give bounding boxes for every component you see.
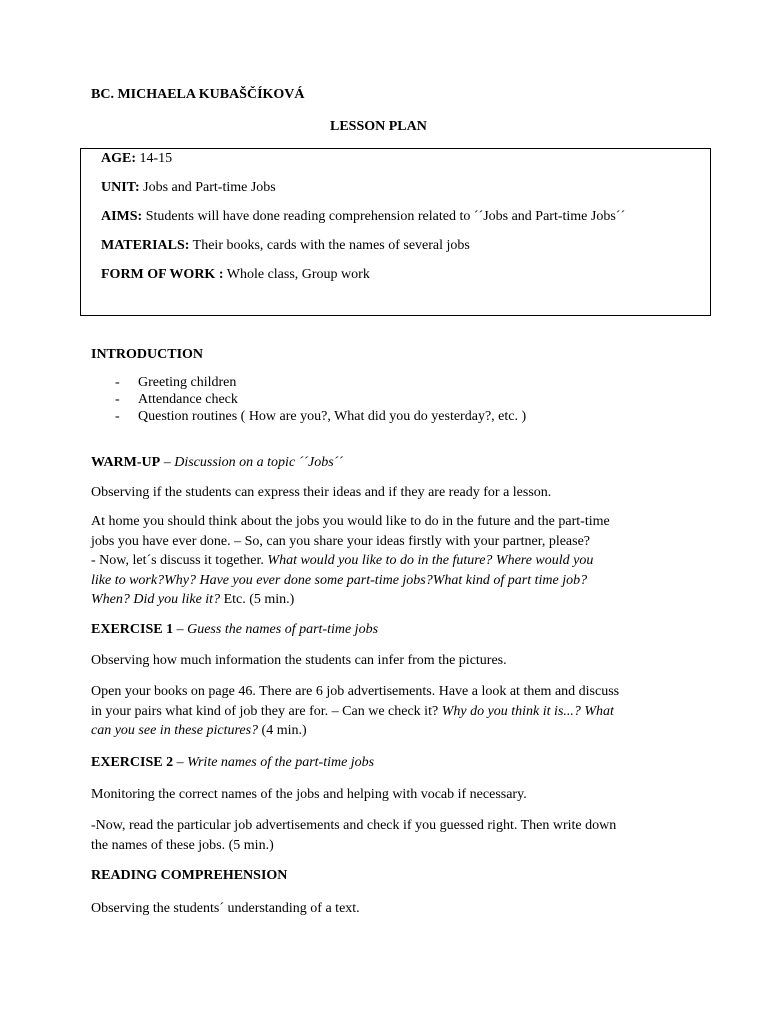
introduction-list: [91, 374, 526, 425]
warmup-line: jobs you have ever done. – So, can you share your ideas firstly with your partner, please?: [91, 533, 591, 549]
warmup-heading: WARM-UP: [91, 455, 161, 470]
aims-value: Students will have done reading comprehension related to ´´Jobs and Part-time Jobs´´: [142, 209, 626, 224]
exercise1-heading: EXERCISE 1: [91, 622, 174, 637]
unit-value: Jobs and Part-time Jobs: [139, 180, 276, 195]
exercise1-paragraph: [91, 682, 691, 741]
exercise2-heading-line: [91, 753, 374, 772]
exercise2-paragraph: [91, 816, 691, 855]
bullet-dash: -: [115, 375, 120, 390]
list-item: [91, 374, 526, 391]
exercise2-line: the names of these jobs. (5 min.): [91, 837, 274, 853]
warmup-paragraph: [91, 512, 691, 610]
aims-row: [101, 207, 625, 226]
warmup-time: Etc. (5 min.): [220, 592, 295, 607]
warmup-text: - Now, let´s discuss it together.: [91, 553, 268, 568]
exercise2-subtitle: Write names of the part-time jobs: [187, 755, 375, 770]
warmup-question: When? Did you like it?: [91, 592, 221, 607]
exercise1-time: (4 min.): [258, 723, 307, 738]
unit-label: UNIT:: [101, 180, 140, 195]
exercise1-question: can you see in these pictures?: [91, 723, 259, 738]
form-of-work-row: [101, 265, 370, 284]
reading-heading: READING COMPREHENSION: [91, 868, 288, 883]
exercise2-heading: EXERCISE 2: [91, 755, 174, 770]
exercise1-heading-line: [91, 620, 378, 639]
warmup-line: [91, 551, 691, 571]
warmup-heading-line: [91, 453, 343, 472]
aims-label: AIMS:: [101, 209, 143, 224]
introduction-heading: INTRODUCTION: [91, 347, 204, 362]
warmup-question: What would you like to do in the future? Where would you: [267, 553, 594, 568]
warmup-question: like to work?Why? Have you ever done some part-time jobs?What kind of part time job?: [91, 572, 588, 588]
form-of-work-value: Whole class, Group work: [223, 267, 370, 282]
warmup-line: At home you should think about the jobs you would like to do in the future and the part-time: [91, 514, 610, 529]
page-title: LESSON PLAN: [330, 119, 427, 134]
lesson-info-box: [80, 148, 711, 316]
reading-observing: Observing the students´ understanding of a text.: [91, 901, 360, 916]
unit-row: [101, 178, 276, 197]
materials-value: Their books, cards with the names of several jobs: [189, 238, 470, 253]
exercise1-line: [91, 721, 691, 741]
exercise1-line: Open your books on page 46. There are 6 job advertisements. Have a look at them and discuss: [91, 684, 620, 699]
exercise1-observing: Observing how much information the students can infer from the pictures.: [91, 653, 507, 668]
exercise2-observing: Monitoring the correct names of the jobs and helping with vocab if necessary.: [91, 787, 527, 802]
form-of-work-label: FORM OF WORK :: [101, 267, 224, 282]
exercise2-dash: –: [173, 755, 188, 770]
warmup-observing: Observing if the students can express their ideas and if they are ready for a lesson.: [91, 485, 552, 500]
bullet-dash: -: [115, 392, 120, 407]
warmup-dash: –: [160, 455, 175, 470]
warmup-line: [91, 590, 691, 610]
list-item-text: Greeting children: [138, 375, 237, 390]
exercise1-question: Why do you think it is...? What: [441, 703, 614, 719]
materials-row: [101, 236, 470, 255]
exercise2-line: -Now, read the particular job advertisements and check if you guessed right. Then write down: [91, 818, 617, 833]
list-item-text: Question routines ( How are you?, What did you do yesterday?, etc. ): [138, 409, 527, 424]
author-name: BC. MICHAELA KUBAŠČÍKOVÁ: [91, 87, 305, 102]
age-value: 14-15: [136, 151, 173, 166]
list-item-text: Attendance check: [138, 392, 238, 407]
bullet-dash: -: [115, 409, 120, 424]
materials-label: MATERIALS:: [101, 238, 190, 253]
warmup-subtitle: Discussion on a topic ´´Jobs´´: [174, 455, 343, 470]
exercise1-text: in your pairs what kind of job they are for. – Can we check it?: [91, 703, 442, 719]
age-row: [101, 149, 172, 168]
exercise1-subtitle: Guess the names of part-time jobs: [187, 622, 379, 637]
list-item: [91, 391, 526, 408]
age-label: AGE:: [101, 151, 136, 166]
exercise1-dash: –: [173, 622, 188, 637]
list-item: [91, 408, 526, 425]
exercise1-line: [91, 702, 691, 722]
